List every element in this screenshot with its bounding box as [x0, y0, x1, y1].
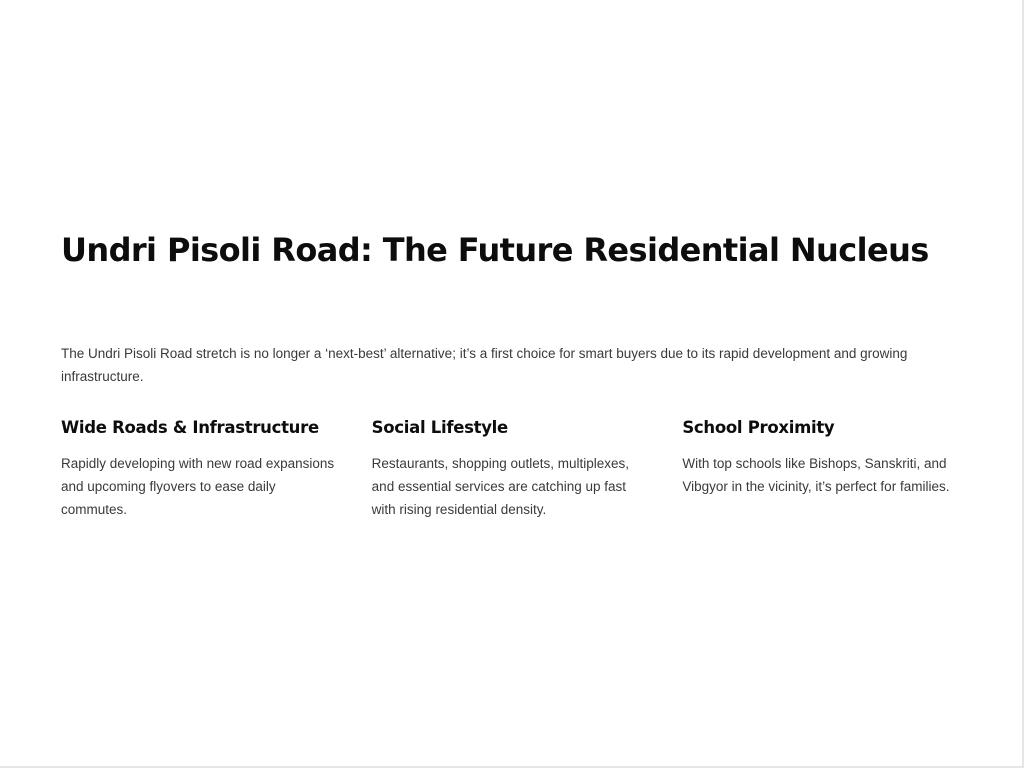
- feature-description: Restaurants, shopping outlets, multiplexes, and essential services are catching up fast with rising residential density.: [371, 456, 630, 517]
- feature-title: Wide Roads & Infrastructure: [61, 418, 319, 437]
- feature-columns: [61, 416, 961, 521]
- section-title: Undri Pisoli Road: The Future Residential Nucleus: [61, 231, 929, 269]
- feature-wide-roads: [61, 416, 340, 521]
- feature-description: With top schools like Bishops, Sanskriti, and Vibgyor in the vicinity, it’s perfect for families.: [682, 456, 950, 494]
- section-intro: The Undri Pisoli Road stretch is no longer a ‘next-best’ alternative; it’s a first choice for smart buyers due to its rapid development and growing infrastructure.: [61, 346, 908, 384]
- residential-nucleus-section: [61, 230, 961, 521]
- feature-title: School Proximity: [682, 418, 835, 437]
- feature-social-lifestyle: [372, 416, 651, 521]
- feature-title: Social Lifestyle: [371, 418, 508, 437]
- feature-school-proximity: [682, 416, 961, 521]
- feature-description: Rapidly developing with new road expansions and upcoming flyovers to ease daily commutes.: [61, 456, 335, 517]
